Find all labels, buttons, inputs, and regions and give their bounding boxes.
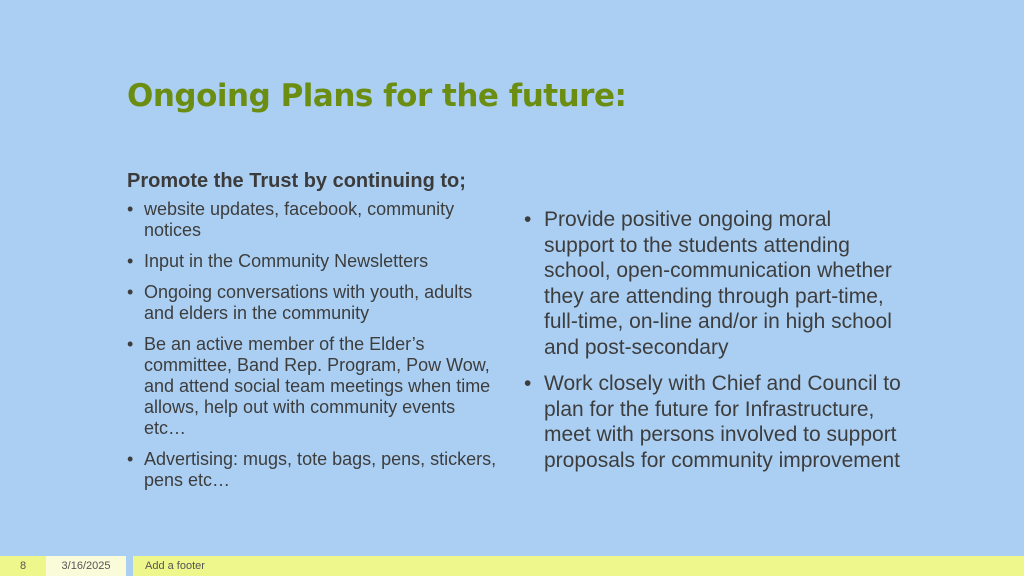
list-item [127, 251, 502, 272]
right-bullet-list [524, 207, 904, 473]
bullet-icon: • [524, 208, 532, 231]
bullet-icon: • [127, 199, 134, 219]
bullet-icon: • [127, 449, 134, 469]
list-item [127, 199, 502, 241]
slide-title: Ongoing Plans for the future: [127, 78, 627, 114]
list-item-text: Work closely with Chief and Council to plan for the future for Infrastructure, meet with persons involved to support proposals for community improvement [544, 372, 901, 472]
bullet-icon: • [127, 334, 134, 354]
left-bullet-list [127, 199, 502, 491]
list-item-text: Input in the Community Newsletters [144, 251, 429, 271]
slide-number: 8 [0, 556, 46, 576]
left-heading: Promote the Trust by continuing to; [127, 170, 466, 192]
right-column [524, 207, 904, 484]
footer-divider [126, 556, 133, 576]
list-item [524, 371, 904, 473]
list-item [127, 334, 502, 439]
footer-date: 3/16/2025 [46, 556, 126, 576]
left-column [127, 170, 502, 501]
list-item-text: website updates, facebook, community notices [144, 199, 455, 240]
list-item-text: Be an active member of the Elder’s committee, Band Rep. Program, Pow Wow, and attend social team meetings when time allows, help out with community events etc… [144, 334, 491, 438]
list-item-text: Provide positive ongoing moral support to the students attending school, open-communication whether they are attending through part-time, full-time, on-line and/or in high school and post-secondary [544, 208, 892, 359]
list-item [127, 282, 502, 324]
list-item-text: Advertising: mugs, tote bags, pens, stickers, pens etc… [144, 449, 497, 490]
list-item [127, 449, 502, 491]
list-item [524, 207, 904, 360]
bullet-icon: • [127, 282, 134, 302]
footer-text: Add a footer [145, 560, 205, 572]
list-item-text: Ongoing conversations with youth, adults and elders in the community [144, 282, 473, 323]
bullet-icon: • [127, 251, 134, 271]
bullet-icon: • [524, 372, 532, 395]
